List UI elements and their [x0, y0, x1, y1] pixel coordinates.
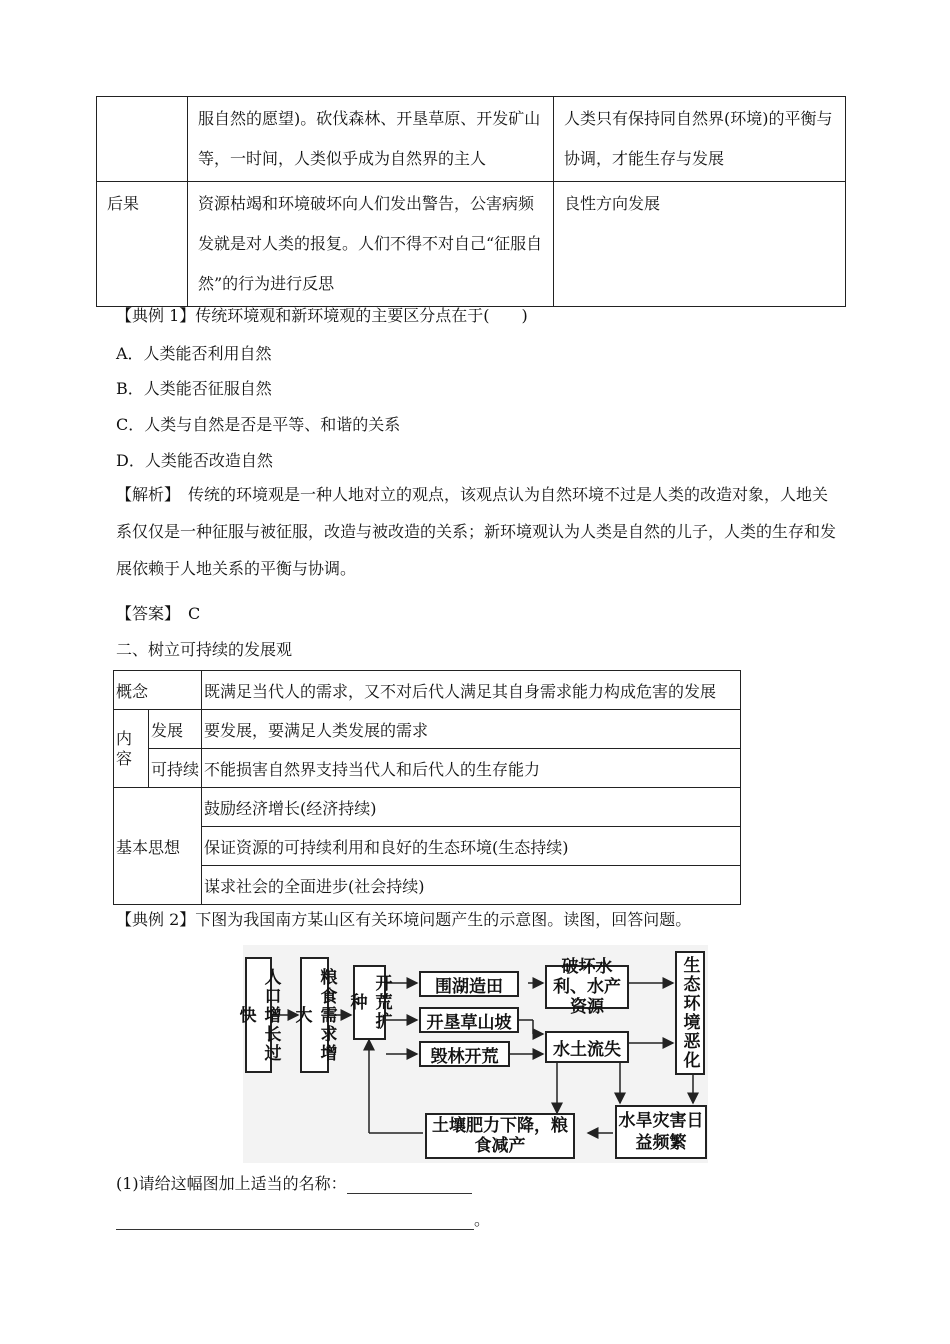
table-row: [114, 866, 741, 905]
table-cell: [97, 97, 188, 182]
table-row: [114, 788, 741, 827]
node-soil-erosion: 水土流失: [545, 1031, 629, 1063]
node-soil-fertility: 土壤肥力下降，粮食减产: [425, 1113, 575, 1159]
table-cell: 内容: [114, 710, 149, 788]
node-food-demand: 粮食需求增大: [300, 957, 329, 1073]
table-cell: 谋求社会的全面进步(社会持续): [202, 866, 741, 905]
table-row: [114, 749, 741, 788]
table-cell: 概念: [114, 671, 202, 710]
table-cell: 人类只有保持同自然界(环境)的平衡与协调，才能生存与发展: [554, 97, 846, 182]
table-cell: 鼓励经济增长(经济持续): [202, 788, 741, 827]
table-cell: 良性方向发展: [554, 182, 846, 307]
table-row: [97, 182, 846, 307]
answer-blank[interactable]: [116, 1211, 474, 1230]
example2-q1-line2: [116, 1207, 490, 1230]
table-cell: 资源枯竭和环境破坏向人们发出警告，公害病频发就是对人类的报复。人们不得不对自己“征服自然”的行为进行反思: [188, 182, 554, 307]
node-eco-deterioration: 生态环境恶化: [675, 951, 705, 1075]
option-d: D．人类能否改造自然: [116, 451, 273, 470]
table-row: [114, 710, 741, 749]
table-cell: 服自然的愿望)。砍伐森林、开垦草原、开发矿山等，一时间，人类似乎成为自然界的主人: [188, 97, 554, 182]
node-disasters: 水旱灾害日益频繁: [615, 1105, 707, 1159]
example2-q1: [116, 1171, 472, 1194]
table-row: [114, 827, 741, 866]
example1-analysis: 【解析】 传统的环境观是一种人地对立的观点，该观点认为自然环境不过是人类的改造对象，人地关系仅仅是一种征服与被征服，改造与被改造的关系；新环境观认为人类是自然的儿子，人类的生存和发展依赖于人地关系的平衡与协调。: [116, 485, 837, 578]
table-cell: 可持续: [149, 749, 202, 788]
option-a: A．人类能否利用自然: [116, 344, 272, 363]
table-cell: 要发展，要满足人类发展的需求: [202, 710, 741, 749]
node-water-damage: 破坏水利、水产资源: [545, 965, 629, 1009]
table-cell: 不能损害自然界支持当代人和后代人的生存能力: [202, 749, 741, 788]
answer-blank[interactable]: [347, 1175, 472, 1194]
node-population: 人口增长过快: [245, 957, 272, 1073]
node-forest-clear: 毁林开荒: [419, 1041, 510, 1067]
option-c: C．人类与自然是否是平等、和谐的关系: [116, 415, 401, 434]
table-row: [114, 671, 741, 710]
sustainable-development-table: [113, 670, 741, 905]
table-cell: 保证资源的可持续利用和良好的生态环境(生态持续): [202, 827, 741, 866]
environment-problem-diagram: [235, 945, 708, 1163]
q1-end: 。: [474, 1210, 491, 1229]
node-reclaim: 开荒扩种: [353, 965, 386, 1040]
table-cell: 后果: [97, 182, 188, 307]
example2-question: 【典例 2】下图为我国南方某山区有关环境问题产生的示意图。读图，回答问题。: [116, 910, 692, 929]
q1-label: (1)请给这幅图加上适当的名称：: [116, 1174, 347, 1193]
table-row: [97, 97, 846, 182]
environment-view-table: [96, 96, 846, 307]
table-cell: 发展: [149, 710, 202, 749]
option-b: B．人类能否征服自然: [116, 379, 272, 398]
example1-answer: 【答案】 C: [116, 604, 201, 623]
node-grass-reclaim: 开垦草山坡: [419, 1007, 519, 1033]
node-lake-reclaim: 围湖造田: [419, 971, 519, 997]
table-cell: 既满足当代人的需求，又不对后代人满足其自身需求能力构成危害的发展: [202, 671, 741, 710]
table-cell: 基本思想: [114, 788, 202, 905]
section-title: 二、树立可持续的发展观: [116, 640, 293, 659]
example1-question: 【典例 1】传统环境观和新环境观的主要区分点在于( ): [116, 306, 528, 325]
